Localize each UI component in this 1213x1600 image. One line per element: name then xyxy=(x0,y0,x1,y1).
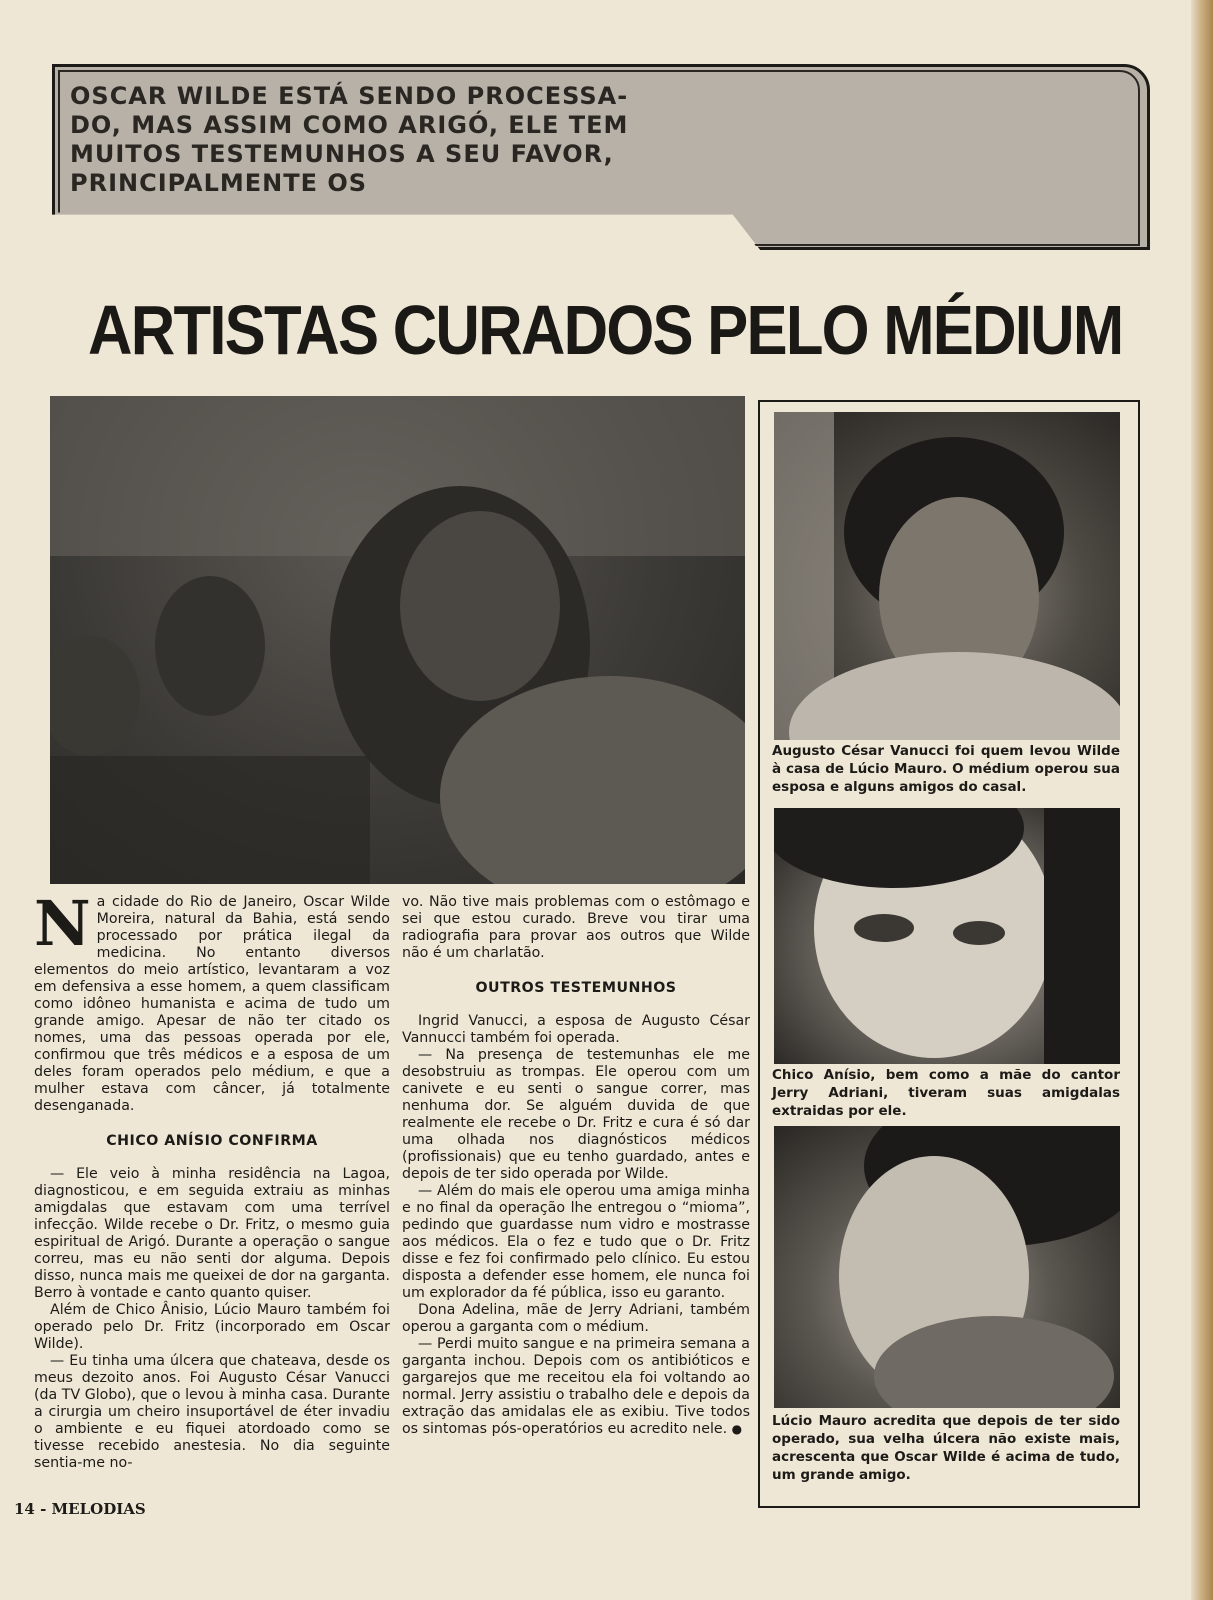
caption-vanucci: Augusto César Vanucci foi quem levou Wilde à casa de Lúcio Mauro. O médium operou sua esposa e alguns amigos do casal. xyxy=(772,743,1120,795)
article-paragraph: Dona Adelina, mãe de Jerry Adriani, também operou a garganta com o médium. xyxy=(402,1302,750,1335)
photo-lucio-mauro xyxy=(774,1126,1120,1408)
article-paragraph: vo. Não tive mais problemas com o estômago e sei que estou curado. Breve vou tirar uma radiografia para provar aos outros que Wilde não é um charlatão. xyxy=(402,894,750,961)
page-edge xyxy=(1191,0,1213,1600)
article-paragraph: Ingrid Vanucci, a esposa de Augusto César Vannucci também foi operada. xyxy=(402,1013,750,1046)
page-footer: 14 - MELODIAS xyxy=(14,1500,146,1518)
article-column-2 xyxy=(402,894,750,1438)
caption-chico: Chico Anísio, bem como a mãe do cantor Jerry Adriani, tiveram suas amigdalas extraidas por ele. xyxy=(772,1067,1120,1119)
article-paragraph: — Na presença de testemunhas ele me desobstruiu as trompas. Ele operou com um canivete e eu senti o sangue correr, mas nenhuma dor. Se alguém duvida de que realmente ele recebe o Dr. Fritz e cura é só dar uma olhada nos diagnósticos médicos (profissionais) que eu tenho guardado, antes e depois de ter sido operada por Wilde. xyxy=(402,1047,750,1182)
article-paragraph: Na cidade do Rio de Janeiro, Oscar Wilde Moreira, natural da Bahia, está sendo processado por prática ilegal da medicina. No entanto diversos elementos do meio artístico, levantaram a voz em defensiva a esse homem, a quem classificam como idôneo humanista e acima de tudo um grande amigo. Apesar de não ter citado os nomes, uma das pessoas operada por ele, confirmou que três médicos e a esposa de um deles foram operados pelo médium, e que a mulher estava com câncer, já totalmente desenganada. xyxy=(34,887,390,1114)
photo-chico-anisio xyxy=(774,808,1120,1064)
main-photo xyxy=(50,396,745,884)
kicker-text: OSCAR WILDE ESTÁ SENDO PROCESSA-DO, MAS ASSIM COMO ARIGÓ, ELE TEM MUITOS TESTEMUNHOS A SEU FAVOR, PRINCIPALMENTE OS xyxy=(70,82,629,197)
article-paragraph: — Ele veio à minha residência na Lagoa, diagnosticou, e em seguida extraiu as minhas amigdalas que estavam com uma terrível infecção. Wilde recebe o Dr. Fritz, o mesmo guia espiritual de Arigó. Durante a operação o sangue correu, mas eu não senti dor alguma. Depois disso, nunca mais me queixei de dor na garganta. Berro à vontade e canto quanto quiser. xyxy=(34,1166,390,1301)
article-paragraph: — Perdi muito sangue e na primeira semana a garganta inchou. Depois com os antibióticos e gargarejos que me receitou ela foi voltando ao normal. Jerry assistiu o trabalho dele e depois da extração das amidalas ele as exibiu. Tive todos os sintomas pós-operatórios eu acredito nele. ● xyxy=(402,1336,751,1437)
end-mark: ● xyxy=(731,1422,743,1436)
subhead-outros-testemunhos: OUTROS TESTEMUNHOS xyxy=(475,980,677,996)
article-paragraph: — Eu tinha uma úlcera que chateava, desde os meus dezoito anos. Foi Augusto César Vanucci (da TV Globo), que o levou à minha casa. Durante a cirurgia um cheiro insuportável de éter invadiu o ambiente e eu fiquei atordoado como se tivesse recebido anestesia. No dia seguinte sentia-me no- xyxy=(34,1353,390,1471)
photo-augusto-vanucci xyxy=(774,412,1120,740)
caption-lucio: Lúcio Mauro acredita que depois de ter sido operado, sua velha úlcera não existe mais, acrescenta que Oscar Wilde é acima de tudo, um grande amigo. xyxy=(772,1413,1120,1483)
article-column-1 xyxy=(34,887,390,1472)
drop-cap: N xyxy=(34,887,91,960)
article-paragraph: — Além do mais ele operou uma amiga minha e no final da operação lhe entregou o “mioma”, pedindo que guardasse num vidro e mostrasse aos médicos. Ela o fez e tudo que o Dr. Fritz disse e fez foi confirmado pelo clínico. Eu estou disposta a defender esse homem, ele nunca foi um explorador da fé pública, isso eu garanto. xyxy=(402,1183,750,1301)
subhead-chico-anisio-confirma: CHICO ANÍSIO CONFIRMA xyxy=(106,1133,318,1149)
article-paragraph: Além de Chico Ânisio, Lúcio Mauro também foi operado pelo Dr. Fritz (incorporado em Oscar Wilde). xyxy=(34,1302,390,1352)
headline: ARTISTAS CURADOS PELO MÉDIUM xyxy=(88,291,1123,369)
